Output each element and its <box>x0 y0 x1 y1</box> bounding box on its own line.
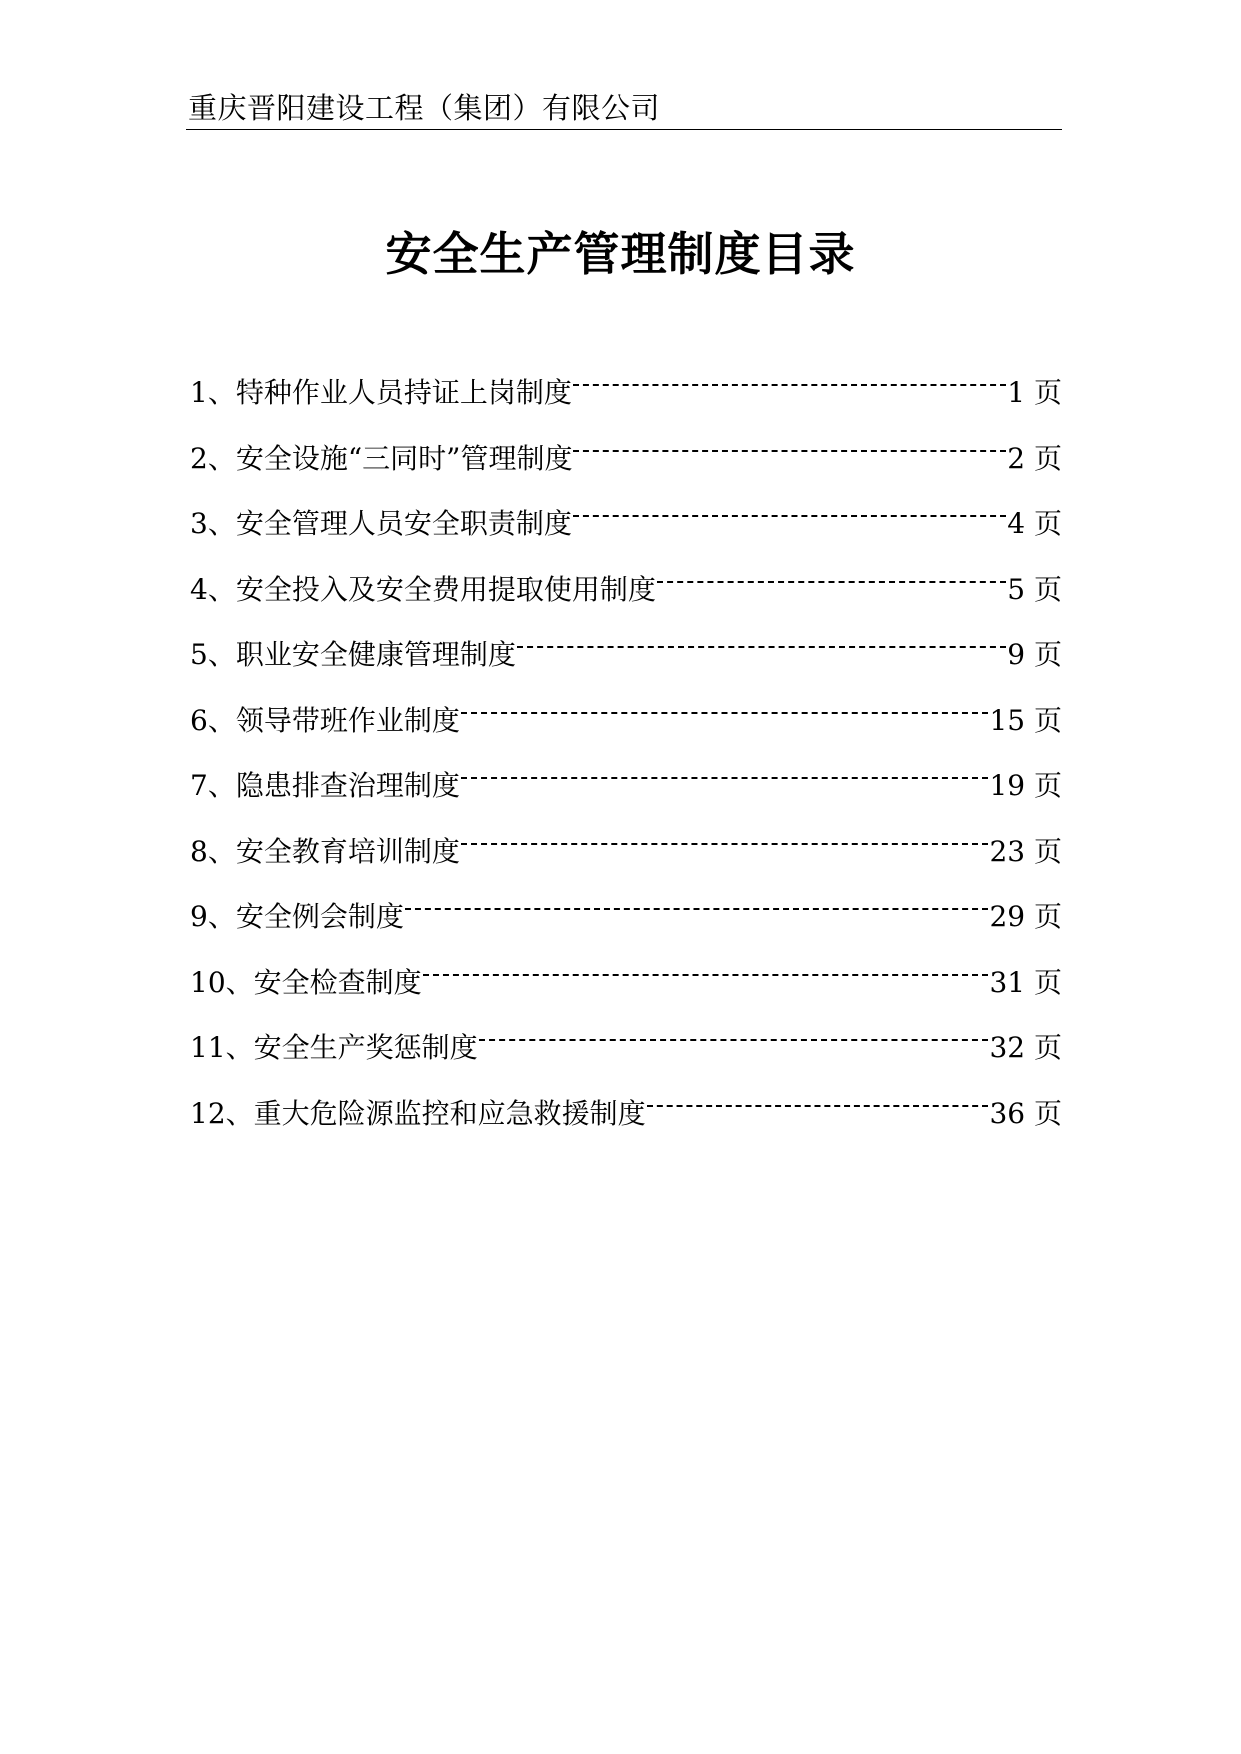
toc-entry <box>190 493 1062 559</box>
toc-entry-title: 3、安全管理人员安全职责制度 <box>190 507 572 540</box>
toc-dot-leader <box>405 886 989 926</box>
toc-page-number: 19 页 <box>989 769 1062 802</box>
toc-entry-title: 4、安全投入及安全费用提取使用制度 <box>190 572 656 606</box>
toc-dot-leader <box>573 428 1006 468</box>
toc-page-number: 31 页 <box>989 965 1062 999</box>
toc-entry-title: 8、安全教育培训制度 <box>190 834 460 868</box>
toc-dot-leader <box>461 821 989 861</box>
toc-entry-title: 12、重大危险源监控和应急救援制度 <box>190 1096 646 1130</box>
toc-entry <box>190 821 1062 887</box>
toc-entry <box>190 1017 1062 1083</box>
toc-dot-leader <box>647 1083 989 1123</box>
toc-dot-leader <box>423 952 989 992</box>
toc-entry <box>190 624 1062 690</box>
toc-entry-title: 9、安全例会制度 <box>190 900 404 933</box>
toc-entry-title: 2、安全设施“三同时”管理制度 <box>190 441 573 475</box>
toc-dot-leader <box>461 690 989 730</box>
toc-entry <box>190 1083 1062 1149</box>
toc-page-number: 29 页 <box>989 900 1062 933</box>
toc-page-number: 36 页 <box>989 1096 1062 1130</box>
toc-entry-title: 10、安全检查制度 <box>190 965 422 999</box>
toc-entry <box>190 559 1062 625</box>
toc-entry-title: 1、特种作业人员持证上岗制度 <box>190 376 572 409</box>
toc-entry <box>190 886 1062 952</box>
toc-page-number: 32 页 <box>989 1031 1062 1064</box>
toc-dot-leader <box>461 755 989 795</box>
page-header <box>186 88 1062 130</box>
toc-entry <box>190 428 1062 494</box>
toc-entry <box>190 690 1062 756</box>
toc-dot-leader <box>573 362 1006 402</box>
toc-entry <box>190 362 1062 428</box>
toc-page-number: 1 页 <box>1007 376 1062 409</box>
toc-dot-leader <box>657 559 1006 599</box>
toc-page-number: 15 页 <box>989 703 1062 737</box>
toc-dot-leader <box>517 624 1006 664</box>
toc-page-number: 9 页 <box>1007 638 1062 671</box>
toc-dot-leader <box>573 493 1006 533</box>
toc-entry-title: 6、领导带班作业制度 <box>190 703 460 737</box>
document-title: 安全生产管理制度目录 <box>385 227 856 281</box>
toc-dot-leader <box>479 1017 989 1057</box>
toc-page-number: 2 页 <box>1007 441 1062 475</box>
table-of-contents <box>190 362 1062 1148</box>
toc-entry-title: 5、职业安全健康管理制度 <box>190 638 516 671</box>
toc-entry-title: 11、安全生产奖惩制度 <box>190 1031 478 1064</box>
header-divider <box>186 129 1062 130</box>
toc-page-number: 23 页 <box>989 834 1062 868</box>
toc-entry <box>190 952 1062 1018</box>
toc-page-number: 4 页 <box>1007 507 1062 540</box>
toc-page-number: 5 页 <box>1007 572 1062 606</box>
toc-entry-title: 7、隐患排查治理制度 <box>190 769 460 802</box>
company-name: 重庆晋阳建设工程（集团）有限公司 <box>188 91 661 125</box>
toc-entry <box>190 755 1062 821</box>
